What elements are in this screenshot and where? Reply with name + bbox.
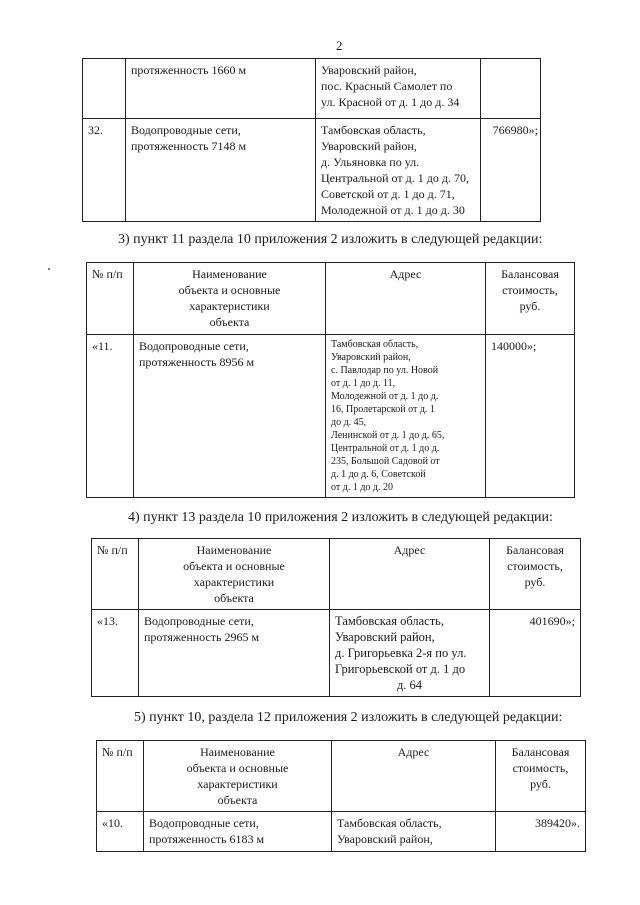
- table-header-row: [97, 741, 586, 812]
- header-name: Наименование объекта и основные характеристики объекта: [144, 741, 332, 812]
- table-section-3: [86, 262, 575, 498]
- value-cell: [481, 59, 541, 119]
- section-4-heading: 4) пункт 13 раздела 10 приложения 2 изложить в следующей редакции:: [128, 510, 553, 525]
- header-num: № п/п: [92, 539, 139, 610]
- section-3-heading: 3) пункт 11 раздела 10 приложения 2 изложить в следующей редакции:: [118, 232, 543, 247]
- name-cell: Водопроводные сети, протяженность 8956 м: [134, 335, 326, 498]
- header-num: № п/п: [87, 263, 134, 335]
- table-top: [82, 58, 541, 222]
- num-cell: «10.: [97, 812, 144, 852]
- header-name: Наименование объекта и основные характеристики объекта: [139, 539, 330, 610]
- header-value: Балансовая стоимость, руб.: [490, 539, 581, 610]
- address-cell: Тамбовская область, Уваровский район, д. Ульяновка по ул. Центральной от д. 1 до д. 70, Советской от д. 1 до д. 71, Молодежной от д. 1 до д. 30: [316, 119, 481, 222]
- table-row: [92, 610, 581, 697]
- scan-dot: [48, 268, 50, 270]
- header-num: № п/п: [97, 741, 144, 812]
- table-header-row: [92, 539, 581, 610]
- table-section-5: [96, 740, 586, 852]
- num-cell: 32.: [83, 119, 126, 222]
- header-value: Балансовая стоимость, руб.: [486, 263, 575, 335]
- address-cell: Уваровский район, пос. Красный Самолет по ул. Красной от д. 1 до д. 34: [316, 59, 481, 119]
- header-address: Адрес: [326, 263, 486, 335]
- page-number: 2: [336, 38, 343, 53]
- section-5-heading: 5) пункт 10, раздела 12 приложения 2 изложить в следующей редакции:: [134, 710, 563, 725]
- header-address: Адрес: [332, 741, 496, 812]
- value-cell: 766980»;: [481, 119, 541, 222]
- table-row: [97, 812, 586, 852]
- name-cell: Водопроводные сети, протяженность 6183 м: [144, 812, 332, 852]
- table-row: [83, 119, 541, 222]
- table-header-row: [87, 263, 575, 335]
- address-cell: Тамбовская область, Уваровский район, д. Григорьевка 2-я по ул. Григорьевской от д. 1 до д. 64: [330, 610, 490, 697]
- table-section-4: [91, 538, 581, 697]
- table-row: [87, 335, 575, 498]
- address-cell: Тамбовская область, Уваровский район,: [332, 812, 496, 852]
- header-name: Наименование объекта и основные характеристики объекта: [134, 263, 326, 335]
- name-cell: протяженность 1660 м: [126, 59, 316, 119]
- address-cell: Тамбовская область, Уваровский район, с. Павлодар по ул. Новой от д. 1 до д. 11, Молодежной от д. 1 до д. 16, Пролетарской от д. 1 до д. 45, Ленинской от д. 1 до д. 65, Центральной от д. 1 до д. 235, Большой Садовой от д. 1 до д. 6, Советской от д. 1 до д. 20: [326, 335, 486, 498]
- value-cell: 140000»;: [486, 335, 575, 498]
- header-address: Адрес: [330, 539, 490, 610]
- name-cell: Водопроводные сети, протяженность 2965 м: [139, 610, 330, 697]
- num-cell: «11.: [87, 335, 134, 498]
- num-cell: [83, 59, 126, 119]
- num-cell: «13.: [92, 610, 139, 697]
- name-cell: Водопроводные сети, протяженность 7148 м: [126, 119, 316, 222]
- value-cell: 389420».: [496, 812, 586, 852]
- table-row: [83, 59, 541, 119]
- header-value: Балансовая стоимость, руб.: [496, 741, 586, 812]
- value-cell: 401690»;: [490, 610, 581, 697]
